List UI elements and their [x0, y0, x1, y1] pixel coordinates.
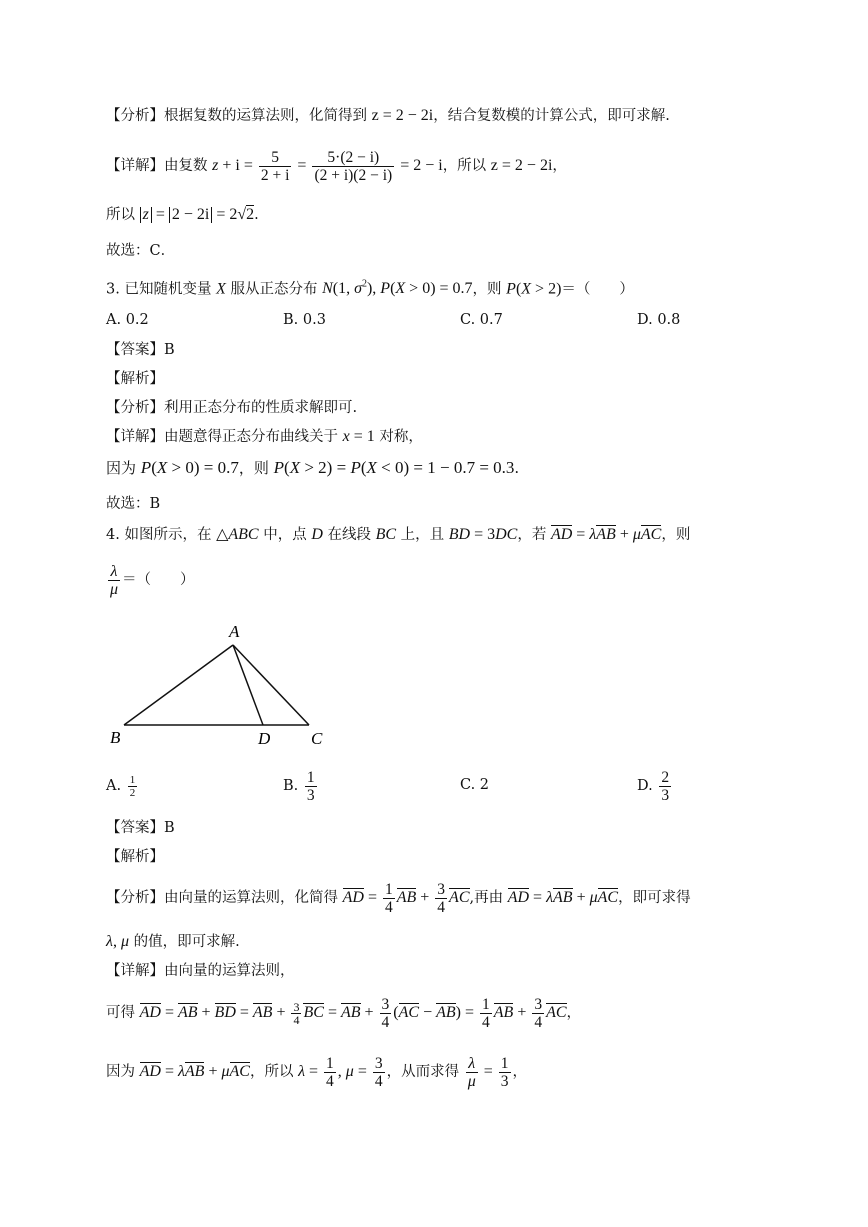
q4-analysis-b: ,再由: [469, 890, 504, 906]
q3-stem-d: ＝（ ）: [561, 281, 634, 298]
q4-option-a-value: $\frac{1}{2}$: [129, 773, 136, 799]
q4-stem-a: 4. 如图所示，在: [106, 527, 212, 543]
q4-option-b-value: $\frac{1}{3}$: [306, 768, 315, 804]
q2-choice: 故选：C．: [106, 243, 176, 259]
q4-lambda-over-mu: $\frac{\lambda}{\mu}$: [110, 562, 119, 598]
q3-because-b: ，则: [238, 459, 269, 477]
q3-stem-b: 服从正态分布: [230, 281, 318, 298]
q4-point-d: D: [311, 526, 323, 543]
q4-option-d: [637, 766, 673, 806]
q4-derive-a: 可得: [106, 1005, 135, 1021]
q2-detail-text-a: 由复数: [164, 158, 208, 174]
q4-because-tail: ，: [512, 1064, 528, 1080]
q4-option-d-label: D.: [637, 778, 653, 794]
q3-query: P(X > 2): [506, 280, 562, 298]
q4-option-a-label: A.: [106, 778, 122, 794]
label-b: B: [110, 728, 121, 747]
side-ab: [124, 645, 233, 725]
q4-detail: 【详解】由向量的运算法则，: [106, 963, 295, 979]
q2-detail-text-b: ，所以: [442, 158, 487, 174]
q2-detail-line: [106, 146, 567, 186]
q3-because: [106, 458, 519, 478]
q4-conclusion: [106, 1052, 527, 1092]
q3-analysis: 【分析】利用正态分布的性质求解即可.: [106, 400, 358, 416]
q3-stem-c: ，则: [472, 281, 502, 298]
q4-stem-d: 上，且: [400, 527, 445, 543]
q2-detail-label: 【详解】: [106, 158, 164, 174]
q4-segment-bc: BC: [375, 526, 397, 543]
q4-analysis-line2: [106, 932, 240, 952]
q4-derive-tail: ，: [566, 1005, 582, 1021]
q4-because-eq: AD = λAB + μAC: [139, 1063, 250, 1080]
q4-lambda-mu: λ, μ: [106, 933, 129, 950]
q4-analysis-a: 【分析】由向量的运算法则，化简得: [106, 890, 338, 906]
q4-analysis-eq1: AD = $\frac{1}{4}$ AB + $\frac{3}{4}$ AC: [342, 880, 470, 916]
q4-stem: [106, 523, 690, 547]
q4-stem-e: ，若: [517, 527, 547, 543]
q3-stem: [106, 275, 634, 299]
q4-values: λ = $\frac{1}{4}$ , μ = $\frac{3}{4}$: [298, 1054, 383, 1090]
label-c: C: [311, 729, 323, 748]
q4-triangle-figure: [100, 620, 340, 750]
q4-derivation: [106, 993, 581, 1033]
q2-modulus-formula: z = 2 − 2i = 2√2: [140, 206, 255, 223]
q4-derive-eq: AD = AB + BD = AB + $\frac{3}{4}$ BC = AB + $\frac{3}{4}$ (AC − AB) = $\frac{1}{4}$ AB + $\frac{3}{4}$ AC: [139, 995, 567, 1031]
q3-stem-a: 3. 已知随机变量: [106, 281, 212, 298]
q3-option-d: D. 0.8: [637, 312, 681, 328]
q3-detail-b: 对称，: [379, 429, 423, 445]
q3-option-a: A. 0.2: [106, 312, 149, 328]
q4-stem-line2: [106, 560, 195, 600]
q4-option-b: [283, 766, 319, 806]
q4-ratio: BD = 3DC: [448, 526, 518, 543]
q3-because-eq1: P(X > 0) = 0.7: [140, 458, 239, 477]
segment-ad: [233, 645, 263, 725]
q4-ratio-result: $\frac{\lambda}{\mu}$ = $\frac{1}{3}$: [467, 1054, 509, 1090]
q4-because-b: ，所以: [249, 1064, 294, 1080]
q4-vector-eq: AD = λAB + μAC: [550, 526, 662, 543]
q4-analysis-c: ，即可求得: [618, 890, 691, 906]
q3-because-eq2: P(X > 2) = P(X < 0) = 1 − 0.7 = 0.3: [273, 458, 515, 477]
q2-modulus-line: [106, 205, 259, 225]
q3-variable-x: X: [216, 280, 226, 298]
q4-analysis-eq2: AD = λAB + μAC: [507, 889, 619, 906]
q3-option-c: C. 0.7: [460, 312, 503, 328]
q2-analysis-text-b: ，结合复数模的计算公式，即可求解.: [433, 108, 670, 124]
q3-detail: [106, 427, 423, 447]
q2-detail-formula: z + i = $\frac{5}{2 + i}$ = $\frac{5\cdot(2 - i)}{(2 + i)(2 - i)}$ = 2 − i: [212, 148, 443, 184]
q4-option-c: C. 2: [460, 777, 490, 793]
q3-detail-a: 【详解】由题意得正态分布曲线关于: [106, 429, 338, 445]
q3-answer: 【答案】B: [106, 342, 175, 358]
q2-so-text: 所以: [106, 207, 135, 223]
q4-answer: 【答案】B: [106, 820, 175, 836]
q2-analysis-equation: z = 2 − 2i: [371, 107, 434, 124]
q4-stem-f: ，则: [661, 527, 691, 543]
q4-option-d-value: $\frac{2}{3}$: [661, 768, 670, 804]
q4-option-a: [106, 772, 139, 800]
side-ac: [233, 645, 309, 725]
q2-detail-result: z = 2 − 2i: [490, 157, 553, 174]
q4-because-a: 因为: [106, 1064, 135, 1080]
q4-option-b-label: B.: [283, 778, 299, 794]
q2-analysis-text-a: 根据复数的运算法则，化简得到: [164, 108, 367, 124]
q3-choice: 故选：B: [106, 496, 161, 512]
q3-jiexi: 【解析】: [106, 371, 164, 387]
q4-because-c: ，从而求得: [386, 1064, 460, 1080]
q4-stem-tail: ＝（ ）: [122, 572, 195, 588]
q4-stem-b: 中，点: [263, 527, 307, 543]
q3-because-c: .: [514, 459, 520, 477]
q4-analysis: [106, 878, 691, 918]
label-a: A: [229, 622, 240, 641]
q2-detail-tail: ，: [552, 158, 567, 174]
q4-stem-c: 在线段: [327, 527, 371, 543]
q3-because-a: 因为: [106, 459, 137, 477]
label-d: D: [258, 729, 271, 748]
q4-triangle: △ABC: [216, 526, 259, 543]
q2-so-tail: .: [254, 207, 259, 223]
q3-distribution: N(1, $\sigma^2$), P(X > 0) = 0.7: [322, 279, 473, 298]
q3-axis-eq: x = 1: [342, 428, 375, 445]
q4-analysis-line2-text: 的值，即可求解.: [133, 934, 240, 950]
q4-jiexi: 【解析】: [106, 849, 164, 865]
q2-analysis-line: [106, 106, 670, 126]
q2-analysis-label: 【分析】: [106, 108, 164, 124]
q3-option-b: B. 0.3: [283, 312, 326, 328]
